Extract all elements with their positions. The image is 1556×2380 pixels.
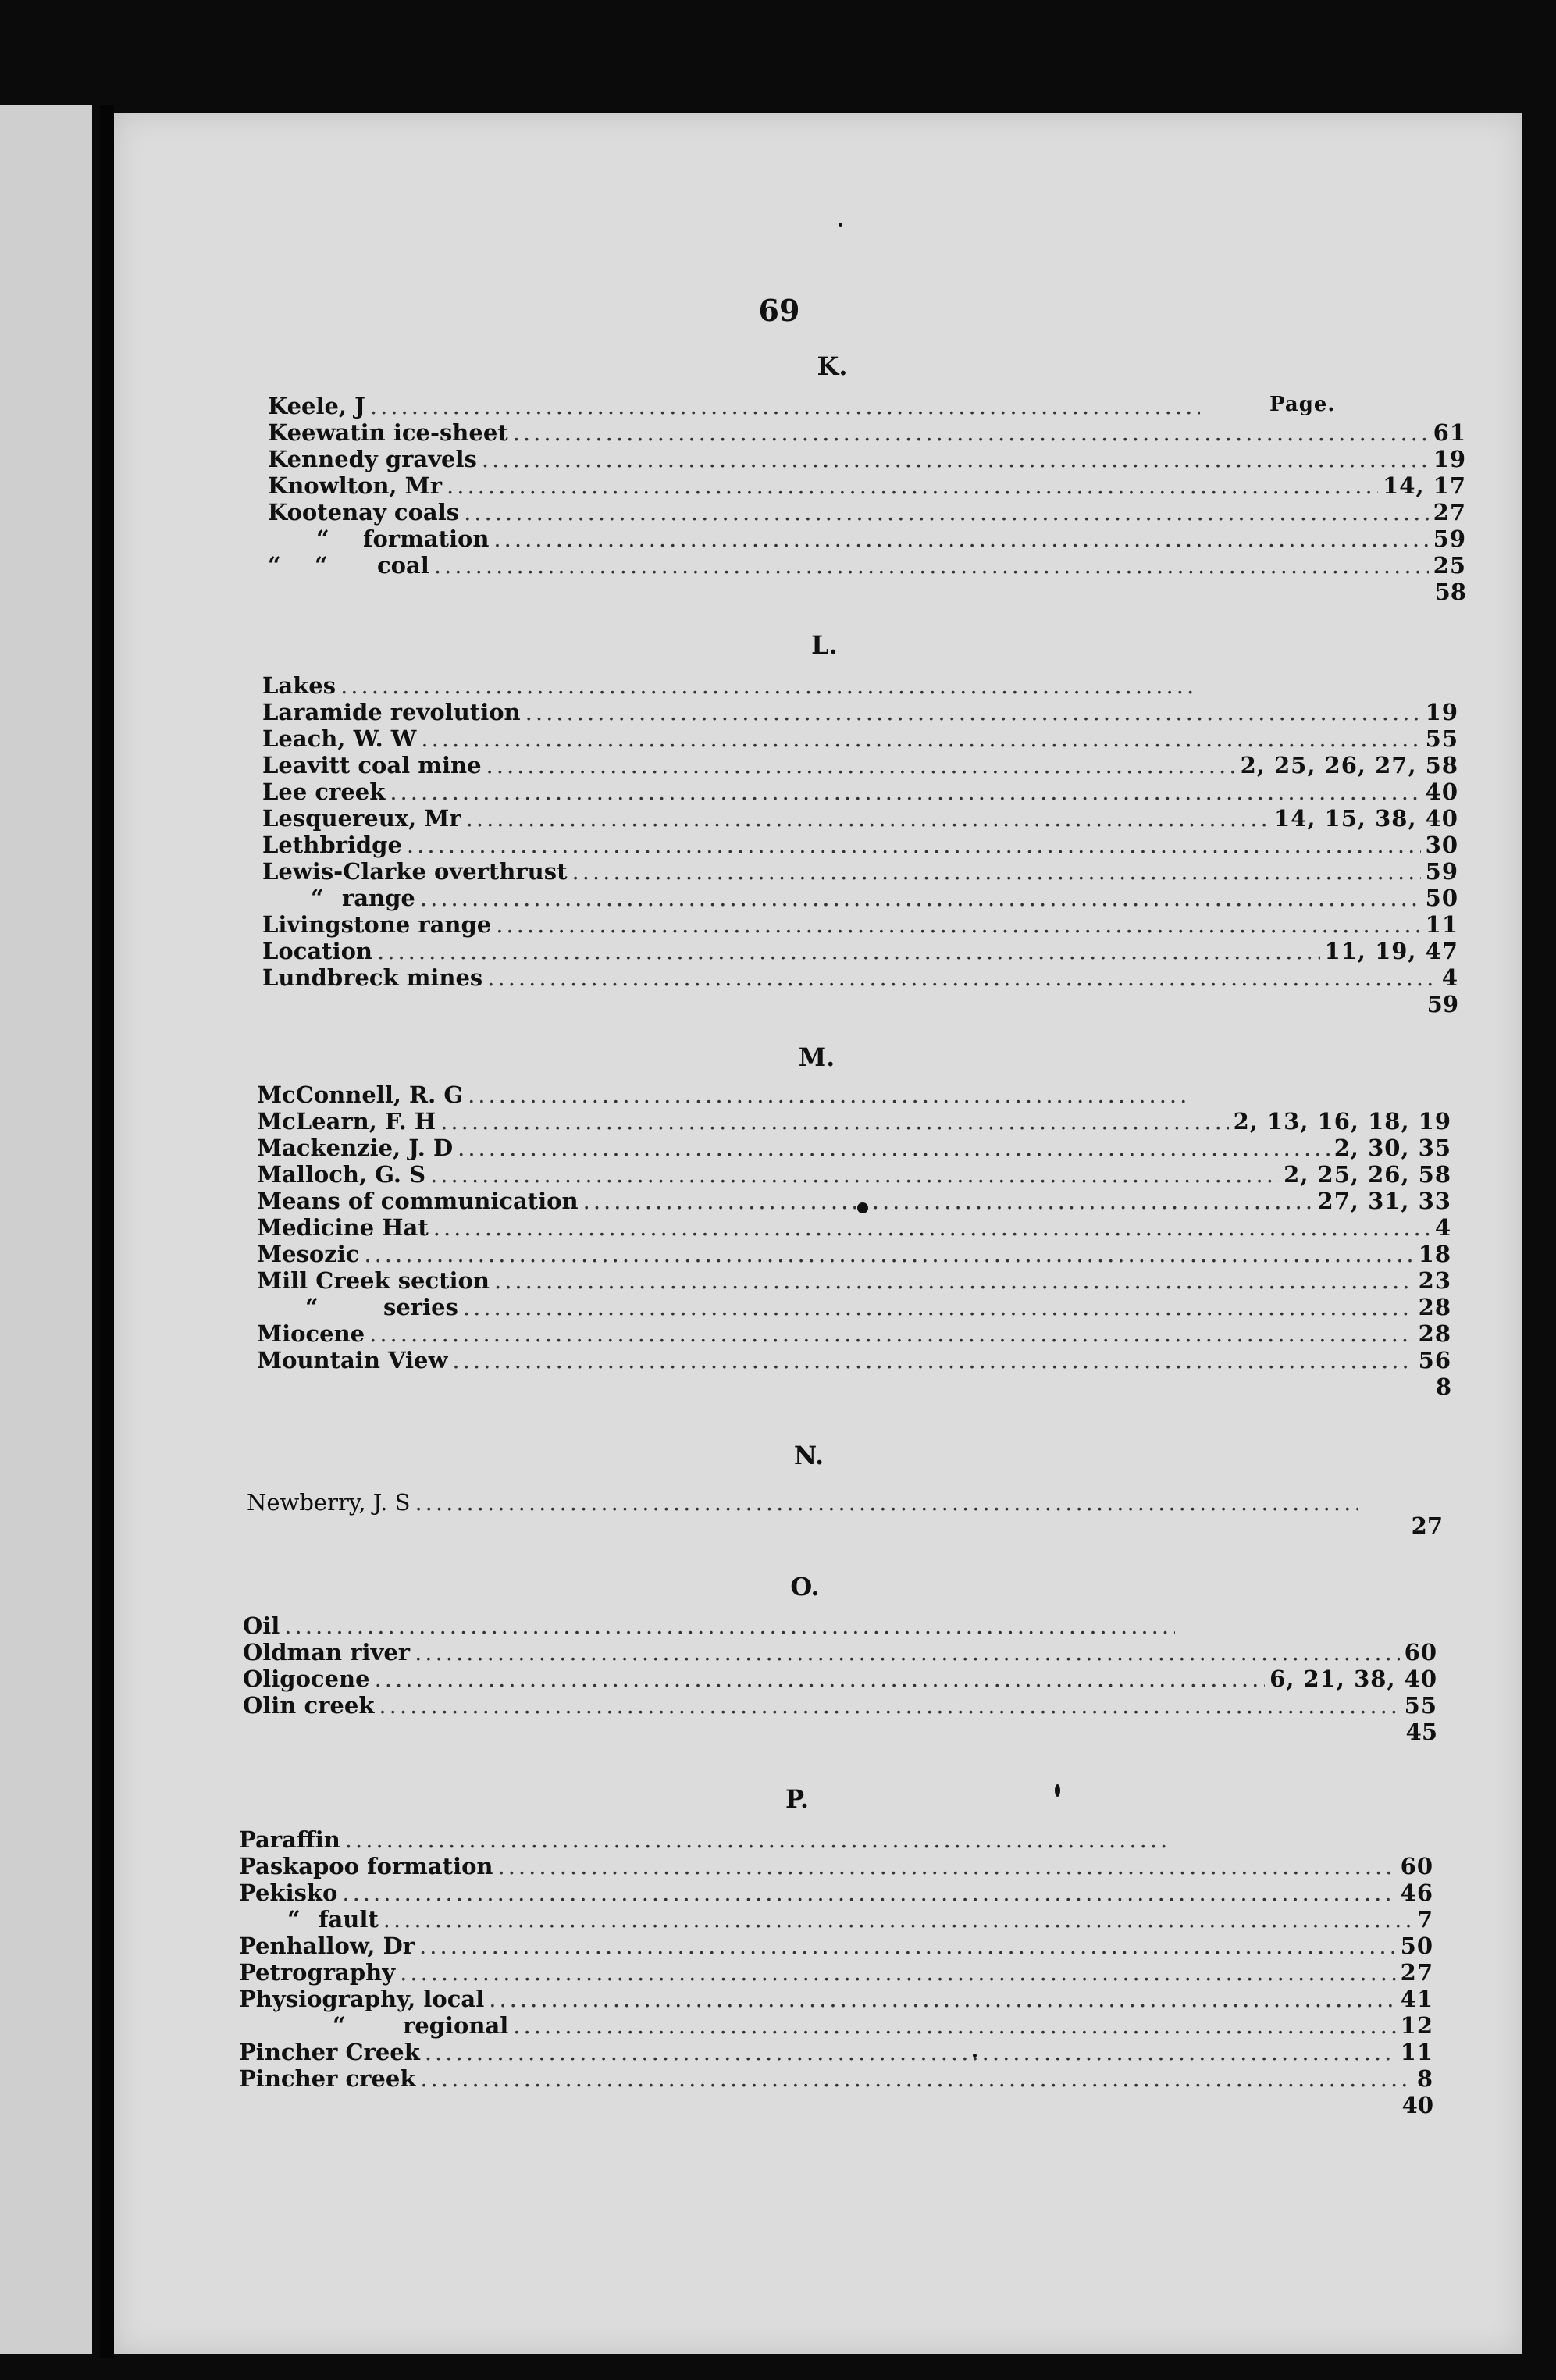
index-page-ref: 27 [1411,1512,1443,1539]
ditto-mark: “ [311,885,324,911]
adjacent-page-strip [0,105,92,2354]
page-gutter-shadow [100,105,114,2358]
scan-speck [839,223,842,227]
index-entry: Livingstone range ..... 11 [262,911,1458,938]
index-entry: Oldman river ..... 60 [243,1639,1437,1666]
index-page [114,113,1522,2354]
index-entry: Lundbreck mines ..... 4 [262,964,1458,991]
index-entry: “ range ..... 50 [262,885,1458,911]
index-entry: Mill Creek section ..... 23 [257,1267,1451,1294]
scan-speck [1055,1784,1060,1797]
index-entry: Kootenay coals ..... 27 [268,499,1466,526]
ditto-mark: “ [305,1294,319,1320]
index-entry: “ series ..... 28 [257,1294,1451,1320]
index-entry: Pekisko ..... 46 [239,1879,1433,1906]
section-heading-n: N. [793,1441,824,1470]
index-entry: Medicine Hat ..... 4 [257,1214,1451,1241]
page-number: 69 [758,293,800,328]
index-entry: Petrography ..... 27 [239,1959,1433,1986]
scan-speck [973,2054,977,2058]
section-heading-k: K. [817,351,848,381]
index-entry: Lethbridge ..... 30 [262,832,1458,858]
index-entry: Mackenzie, J. D ..... 2, 30, 35 [257,1135,1451,1161]
index-entry: Knowlton, Mr ..... 14, 17 [268,472,1466,499]
index-entry: “ “ coal ..... 25 [268,552,1466,579]
index-entry: Mesozic ..... 18 [257,1241,1451,1267]
index-entry: “ fault ..... 7 [239,1906,1433,1933]
index-entry: Miocene ..... 28 [257,1320,1451,1347]
section-heading-o: O. [790,1572,820,1602]
section-heading-m: M. [798,1042,835,1072]
index-entry: Lakes ..... [262,672,1199,699]
index-entry: Paskapoo formation ..... 60 [239,1853,1433,1879]
index-entry: Lee creek ..... 40 [262,778,1458,805]
index-entry: Oligocene ..... 6, 21, 38, 40 [243,1666,1437,1692]
index-entry: “ formation ..... 59 [268,526,1466,552]
index-entry: Leavitt coal mine ..... 2, 25, 26, 27, 58 [262,752,1458,778]
ditto-mark: “ [315,552,328,579]
index-entry: Lewis-Clarke overthrust ..... 59 [262,858,1458,885]
index-entry: Olin creek ..... 55 [243,1692,1437,1719]
index-page-ref: 58 [1434,579,1466,605]
index-page-ref: 8 [1435,1373,1451,1400]
index-entry: Malloch, G. S ..... 2, 25, 26, 58 [257,1161,1451,1188]
index-entry: “ regional ..... 12 [239,2012,1433,2039]
page-column-label: Page. [1269,393,1336,416]
index-entry: Physiography, local ..... 41 [239,1986,1433,2012]
index-entry: Mountain View ..... 56 [257,1347,1451,1373]
index-entry: Newberry, J. S ..... [247,1489,1363,1516]
index-entry: McConnell, R. G ..... [257,1081,1194,1108]
index-entry: McLearn, F. H ..... 2, 13, 16, 18, 19 [257,1108,1451,1135]
index-entry: Penhallow, Dr ..... 50 [239,1933,1433,1959]
index-entry: Location ..... 11, 19, 47 [262,938,1458,964]
ditto-mark: “ [316,526,329,552]
index-entry: Paraffin ..... [239,1826,1176,1853]
ditto-mark: “ [333,2012,346,2039]
index-page-ref: 45 [1405,1719,1437,1745]
index-page-ref: 40 [1401,2092,1433,2118]
index-entry: Pincher creek ..... 8 [239,2065,1433,2092]
index-entry: Oil ..... [243,1612,1180,1639]
index-entry: Keele, J ..... [268,393,1205,419]
index-entry: Leach, W. W ..... 55 [262,725,1458,752]
section-heading-p: P. [785,1784,809,1814]
index-entry: Pincher Creek ..... 11 [239,2039,1433,2065]
index-entry: Laramide revolution ..... 19 [262,699,1458,725]
scan-speck [857,1202,868,1213]
index-entry: Keewatin ice-sheet ..... 61 [268,419,1466,446]
ditto-mark: “ [268,552,281,579]
ditto-mark: “ [287,1906,301,1933]
index-page-ref: 59 [1426,991,1458,1017]
index-entry: Kennedy gravels ..... 19 [268,446,1466,472]
section-heading-l: L. [811,630,838,660]
index-entry: Lesquereux, Mr ..... 14, 15, 38, 40 [262,805,1458,832]
index-entry: Means of communication ..... 27, 31, 33 [257,1188,1451,1214]
